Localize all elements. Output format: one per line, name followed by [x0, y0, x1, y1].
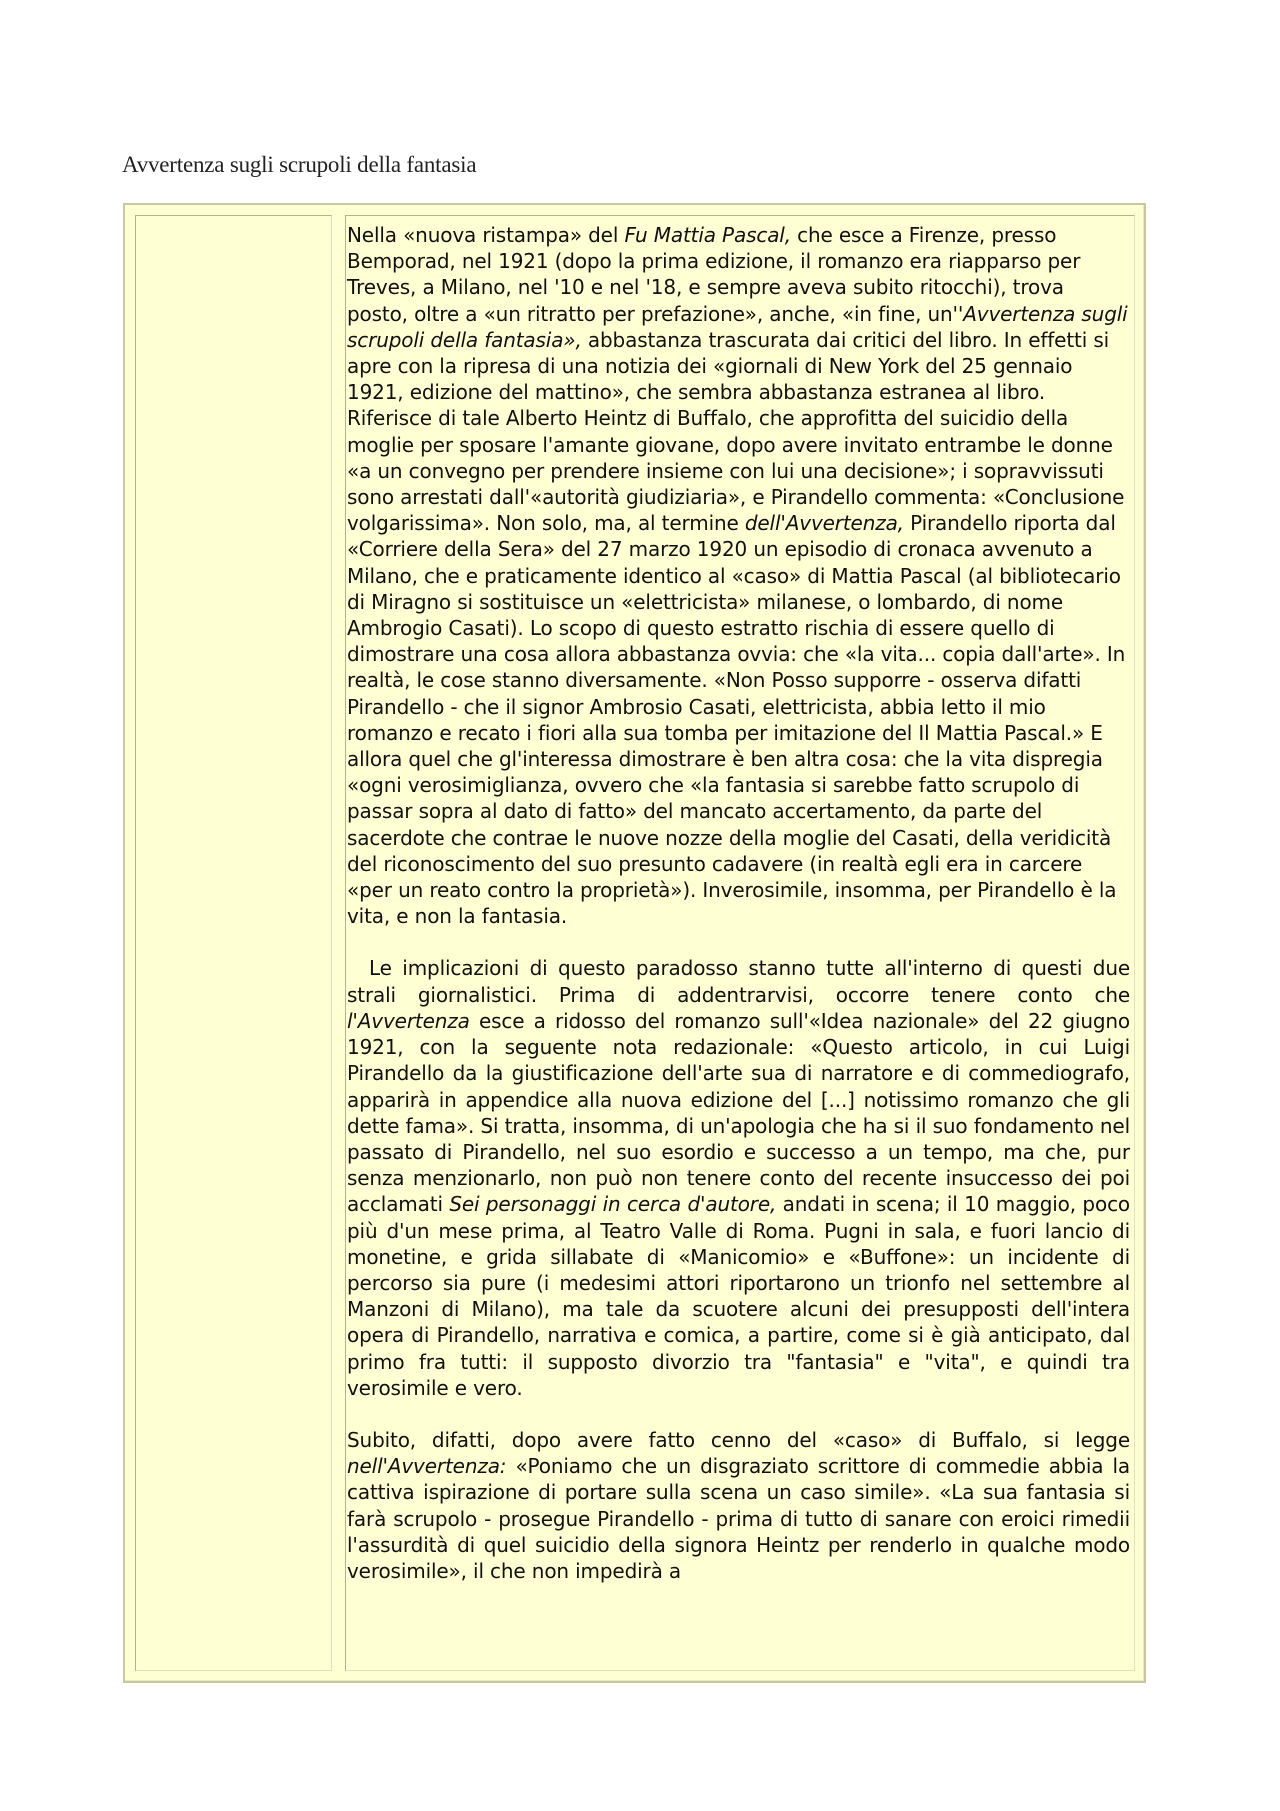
- text-run: che esce a Firenze, presso Bemporad, nel 1921 (dopo la prima edizione, il romanzo era riapparso per Treves, a Milano, nel '10 e nel '18, e sempre aveva subito ritocchi), trova posto, oltre a «un ritratto per prefazione», anche, «in fine, un': [347, 223, 1081, 326]
- paragraph-2: [347, 955, 1130, 1400]
- text-run: Nella «nuova ristampa» del: [347, 223, 625, 247]
- text-run: «Poniamo che un disgraziato scrittore di commedie abbia la cattiva ispirazione di portare sulla scena un caso simile». «La sua fantasia si farà scrupolo - prosegue Pirandello - prima di tutto di sanare con eroici rimedii l'assurdità di quel suicidio della signora Heintz per renderlo in qualche modo verosimile», il che non impedirà a: [347, 1454, 1130, 1583]
- text-run: Subito, difatti, dopo avere fatto cenno del «caso» di Buffalo, si legge: [347, 1427, 1130, 1452]
- italic-text-run: 'Avvertenza sugli scrupoli della fantasia»,: [347, 301, 1128, 352]
- italic-text-run: nell'Avvertenza:: [347, 1454, 507, 1479]
- text-run: esce a ridosso del romanzo sull'«Idea nazionale» del 22 giugno 1921, con la seguente nota redazionale: «Questo articolo, in cui Luigi Pirandello da la giustificazione dell'arte sua di narratore e di commediografo, apparirà in appendice alla nuova edizione del [...] notissimo romanzo che gli dette fama». Si tratta, insomma, di un'apologia che ha si il suo fondamento nel passato di Pirandello, nel suo esordio e successo a un tempo, ma che, pur senza menzionarlo, non può non tenere conto del recente insuccesso dei poi acclamati: [347, 1008, 1130, 1217]
- text-run: Pirandello riporta dal «Corriere della Sera» del 27 marzo 1920 un episodio di cronaca avvenuto a Milano, che e praticamente identico al «caso» di Mattia Pascal (al bibliotecario di Miragno si sostituisce un «elettricista» milanese, o lombardo, di nome Ambrogio Casati). Lo scopo di questo estratto rischia di essere quello di dimostrare una cosa allora abbastanza ovvia: che «la vita... copia dall'arte». In realtà, le cose stanno diversamente. «Non Posso supporre - osserva difatti Pirandello - che il signor Ambrosio Casati, elettricista, abbia letto il mio romanzo e recato i fiori alla sua tomba per imitazione del Il Mattia Pascal.» E allora quel che gl'interessa dimostrare è ben altra cosa: che la vita dispregia «ogni verosimiglianza, ovvero che «la fantasia si sarebbe fatto scrupolo di passar sopra al dato di fatto» del mancato accertamento, da parte del sacerdote che contrae le nuove nozze della moglie del Casati, della veridicità del riconoscimento del suo presunto cadavere (in realtà egli era in carcere «per un reato contro la proprietà»). Inverosimile, insomma, per Pirandello è la vita, e non la fantasia.: [347, 511, 1126, 929]
- paragraph-3: [347, 1427, 1130, 1584]
- italic-text-run: dell'Avvertenza,: [744, 511, 904, 536]
- italic-text-run: Sei personaggi in cerca d'autore,: [449, 1192, 777, 1217]
- italic-text-run: Fu Mattia Pascal,: [624, 223, 791, 247]
- paragraph-1: [347, 222, 1130, 929]
- article-text-cell: [345, 215, 1135, 1671]
- empty-side-cell: [135, 215, 332, 1671]
- page-title: Avvertenza sugli scrupoli della fantasia: [122, 152, 477, 177]
- text-run: andati in scena; il 10 maggio, poco più d'un mese prima, al Teatro Valle di Roma. Pugni in sala, e fuori lancio di monetine, e grida sillabate di «Manicomio» e «Buffone»: un incidente di percorso sia pure (i medesimi attori riportarono un trionfo nel settembre al Manzoni di Milano), ma tale da scuotere alcuni dei presupposti dell'intera opera di Pirandello, narrativa e comica, a partire, come si è già anticipato, dal primo fra tutti: il supposto divorzio tra "fantasia" e "vita", e quindi tra verosimile e vero.: [347, 1192, 1130, 1400]
- content-table: [123, 203, 1146, 1683]
- text-run: abbastanza trascurata dai critici del libro. In effetti si apre con la ripresa di una notizia dei «giornali di New York del 25 gennaio 1921, edizione del mattino», che sembra abbastanza estranea al libro. Riferisce di tale Alberto Heintz di Buffalo, che approfitta del suicidio della moglie per sposare l'amante giovane, dopo avere invitato entrambe le donne «a un convegno per prendere insieme con lui una decisione»; i sopravvissuti sono arrestati dall'«autorità giudiziaria», e Pirandello commenta: «Conclusione volgarissima». Non solo, ma, al termine: [347, 327, 1125, 536]
- text-run: Le implicazioni di questo paradosso stanno tutte all'interno di questi due strali giornalistici. Prima di addentrarvisi, occorre tenere conto che: [347, 956, 1130, 1007]
- italic-text-run: l'Avvertenza: [347, 1008, 470, 1033]
